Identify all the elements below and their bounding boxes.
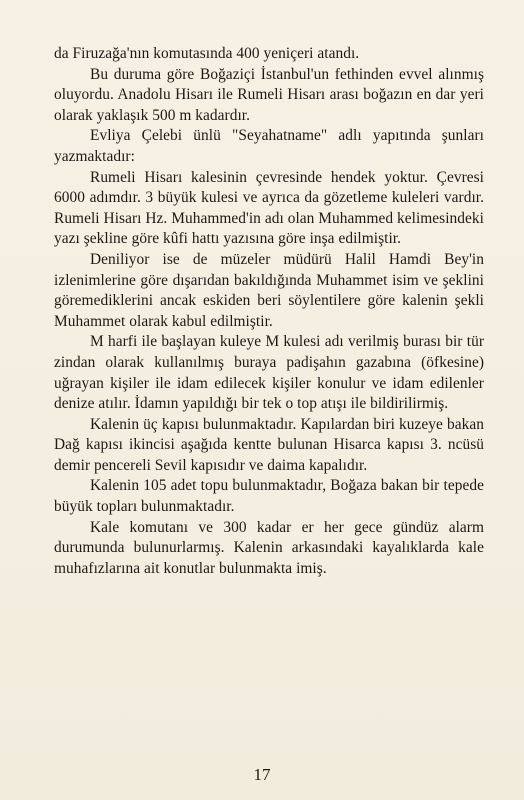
paragraph-2: Bu duruma göre Boğaziçi İstanbul'un fethinden evvel alınmış oluyordu. Anadolu Hisarı ile Rumeli Hisarı arası boğazın en dar yeri olarak yaklaşık 500 m kadardır. — [54, 65, 484, 124]
paragraph-4: Rumeli Hisarı kalesinin çevresinde hendek yoktur. Çevresi 6000 adımdır. 3 büyük kulesi ve ayrıca da gözetleme kuleleri vardır. Rumeli Hisarı Hz. Muhammed'in adı olan Muhammed kelimesindeki yazı şekline göre kûfi hattı yazısına göre inşa edilmiştir. — [54, 168, 484, 248]
page-number: 17 — [253, 765, 271, 784]
paragraph-5: Deniliyor ise de müzeler müdürü Halil Hamdi Bey'in izlenimlerine göre dışarıdan bakıldığında Muhammet isim ve şeklini göremediklerini ancak eskiden beri söylentilere göre kalenin şekli Muhammet olarak kabul edilmiştir. — [54, 250, 484, 330]
paragraph-7: Kalenin üç kapısı bulunmaktadır. Kapılardan biri kuzeye bakan Dağ kapısı ikincisi aşağıda kentte bulunan Hisarca kapısı 3. ncüsü demir pencereli Sevil kapısıdır ve daima kapalıdır. — [54, 415, 484, 474]
paragraph-1: da Firuzağa'nın komutasında 400 yeniçeri atandı. — [54, 45, 360, 62]
paragraph-8: Kalenin 105 adet topu bulunmaktadır, Boğaza bakan bir tepede büyük topları bulunmaktadır. — [54, 477, 484, 516]
paragraph-6: M harfi ile başlayan kuleye M kulesi adı verilmiş burası bir tür zindan olarak kullanılmış buraya padişahın gazabına (öfkesine) uğrayan kişiler ile idam edilecek kişiler konulur ve idam edilenler denize atılır. İdamın yapıldığı bir tek o top atışı ile bildirilirmiş. — [54, 333, 484, 413]
body-text — [54, 44, 484, 579]
paragraph-9: Kale komutanı ve 300 kadar er her gece gündüz alarm durumunda bulunurlarmış. Kalenin arkasındaki kayalıklarda kale muhafızlarına ait konutlar bulunmakta imiş. — [54, 518, 484, 577]
paragraph-3: Evliya Çelebi ünlü "Seyahatname" adlı yapıtında şunları yazmaktadır: — [54, 127, 484, 165]
